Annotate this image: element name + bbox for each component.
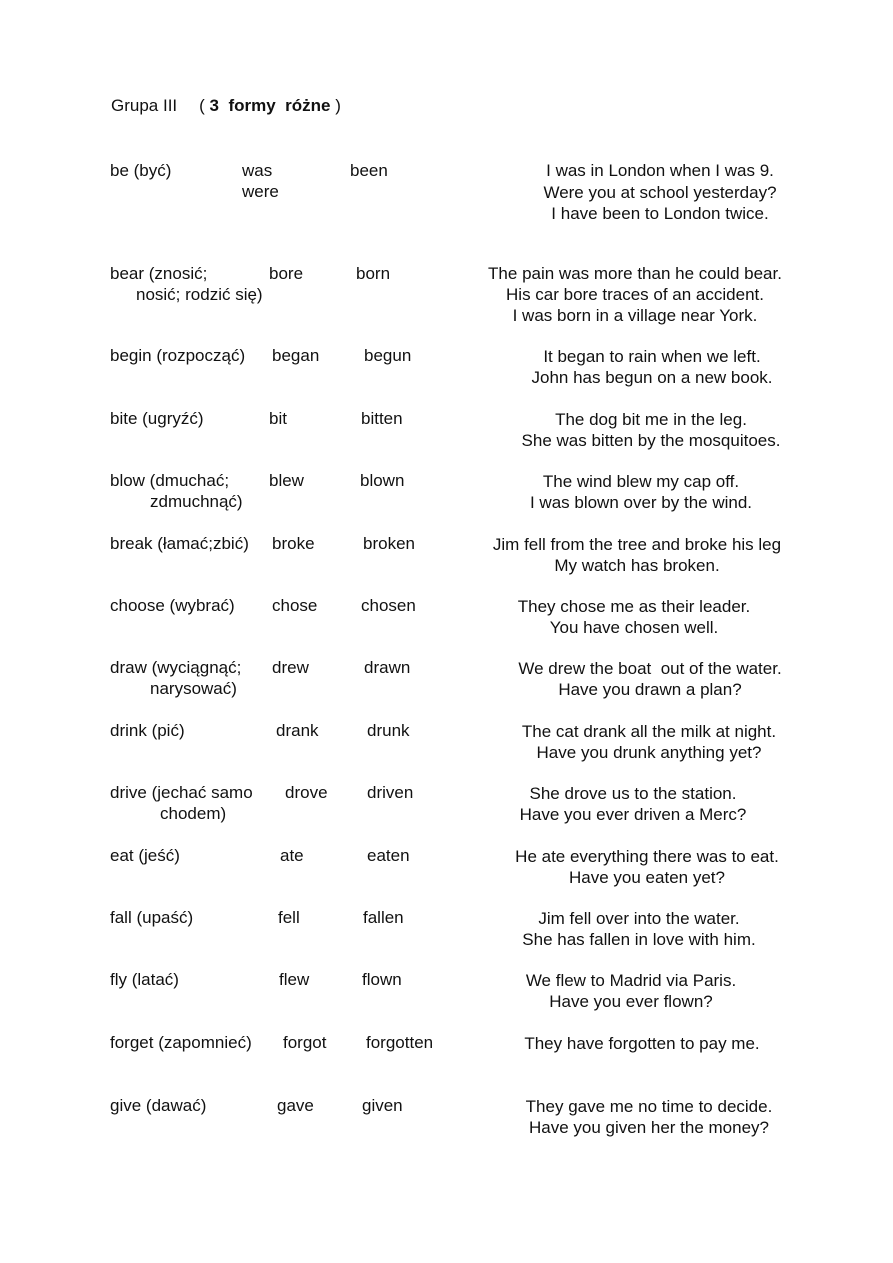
past-participle-text: begun [364,346,412,365]
example-sentence: She was bitten by the mosquitoes. [521,431,781,450]
infinitive-text: begin (rozpocząć) [110,346,246,365]
infinitive-text: fall (upaść) [110,908,194,927]
past-simple-text: bit [269,409,287,428]
example-sentence: I was in London when I was 9. [546,161,774,180]
infinitive-text: chodem) [160,804,227,823]
example-sentence: Have you ever flown? [549,992,713,1011]
past-simple-text: ate [280,846,304,865]
past-participle-text: eaten [367,846,410,865]
example-sentence: She drove us to the station. [529,784,737,803]
infinitive-text: narysować) [150,679,237,698]
past-participle-text: forgotten [366,1033,434,1052]
example-sentence: They gave me no time to decide. [525,1097,773,1116]
infinitive-text: fly (latać) [110,970,179,989]
past-participle-text: born [356,264,391,283]
example-sentence: Jim fell from the tree and broke his leg [492,535,782,554]
example-sentence: Have you drawn a plan? [558,680,742,699]
infinitive-text: drive (jechać samo [110,783,253,802]
past-participle-text: blown [360,471,405,490]
example-sentence: The wind blew my cap off. [542,472,740,491]
past-simple-text: drew [272,658,309,677]
example-sentence: The cat drank all the milk at night. [521,722,777,741]
example-sentence: Jim fell over into the water. [538,909,740,928]
infinitive-text: draw (wyciągnąć; [110,658,242,677]
past-participle-text: chosen [361,596,416,615]
past-participle-text: broken [363,534,415,553]
infinitive-text: drink (pić) [110,721,185,740]
past-simple-text: were [242,182,279,201]
example-sentence: I have been to London twice. [551,204,769,224]
heading-close-paren: ) [335,96,341,115]
past-simple-text: was [242,161,273,180]
past-participle-text: flown [362,970,402,989]
infinitive-text: nosić; rodzić się) [136,285,263,304]
past-participle-text: been [350,161,388,180]
past-participle-text: driven [367,783,414,802]
infinitive-text: be (być) [110,161,172,180]
example-sentence: They have forgotten to pay me. [524,1034,760,1053]
past-simple-text: forgot [283,1033,327,1052]
infinitive-text: break (łamać;zbić) [110,534,249,553]
past-simple-text: flew [279,970,310,989]
example-sentence: I was blown over by the wind. [529,493,753,512]
past-simple-text: drove [285,783,328,802]
heading-open-paren: ( [199,96,205,115]
infinitive-text: zdmuchnąć) [150,492,243,511]
example-sentence: Have you eaten yet? [569,868,725,887]
group-label: Grupa III [111,96,178,115]
past-participle-text: fallen [363,908,404,927]
past-participle-text: drunk [367,721,410,740]
example-sentence: Have you ever driven a Merc? [519,805,747,824]
infinitive-text: bear (znosić; [110,264,208,283]
past-participle-text: given [362,1096,403,1115]
heading-title: 3 formy różne [209,96,331,115]
example-sentence: We drew the boat out of the water. [518,659,782,678]
past-simple-text: fell [278,908,300,927]
infinitive-text: bite (ugryźć) [110,409,204,428]
infinitive-text: blow (dmuchać; [110,471,230,490]
past-simple-text: chose [272,596,318,615]
past-simple-text: broke [272,534,315,553]
example-sentence: We flew to Madrid via Paris. [525,971,737,990]
past-simple-text: drank [276,721,319,740]
example-sentence: You have chosen well. [549,618,719,637]
example-sentence: His car bore traces of an accident. [506,285,764,304]
example-sentence: Have you drunk anything yet? [536,743,762,762]
infinitive-text: eat (jeść) [110,846,180,865]
example-sentence: She has fallen in love with him. [522,930,756,949]
infinitive-text: choose (wybrać) [110,596,235,615]
past-participle-text: drawn [364,658,411,677]
infinitive-text: give (dawać) [110,1096,207,1115]
example-sentence: I was born in a village near York. [512,306,758,325]
example-sentence: He ate everything there was to eat. [515,847,779,866]
past-participle-text: bitten [361,409,403,428]
example-sentence: Were you at school yesterday? [543,183,777,203]
example-sentence: They chose me as their leader. [517,597,751,616]
example-sentence: John has begun on a new book. [531,368,773,387]
group-heading [111,96,341,116]
past-simple-text: began [272,346,320,365]
past-simple-text: blew [269,471,304,490]
past-simple-text: bore [269,264,304,283]
past-simple-text: gave [277,1096,314,1115]
example-sentence: The dog bit me in the leg. [555,410,747,429]
example-sentence: It began to rain when we left. [543,347,761,366]
example-sentence: Have you given her the money? [528,1118,770,1137]
example-sentence: The pain was more than he could bear. [488,264,782,283]
infinitive-text: forget (zapomnieć) [110,1033,252,1052]
example-sentence: My watch has broken. [554,556,720,575]
